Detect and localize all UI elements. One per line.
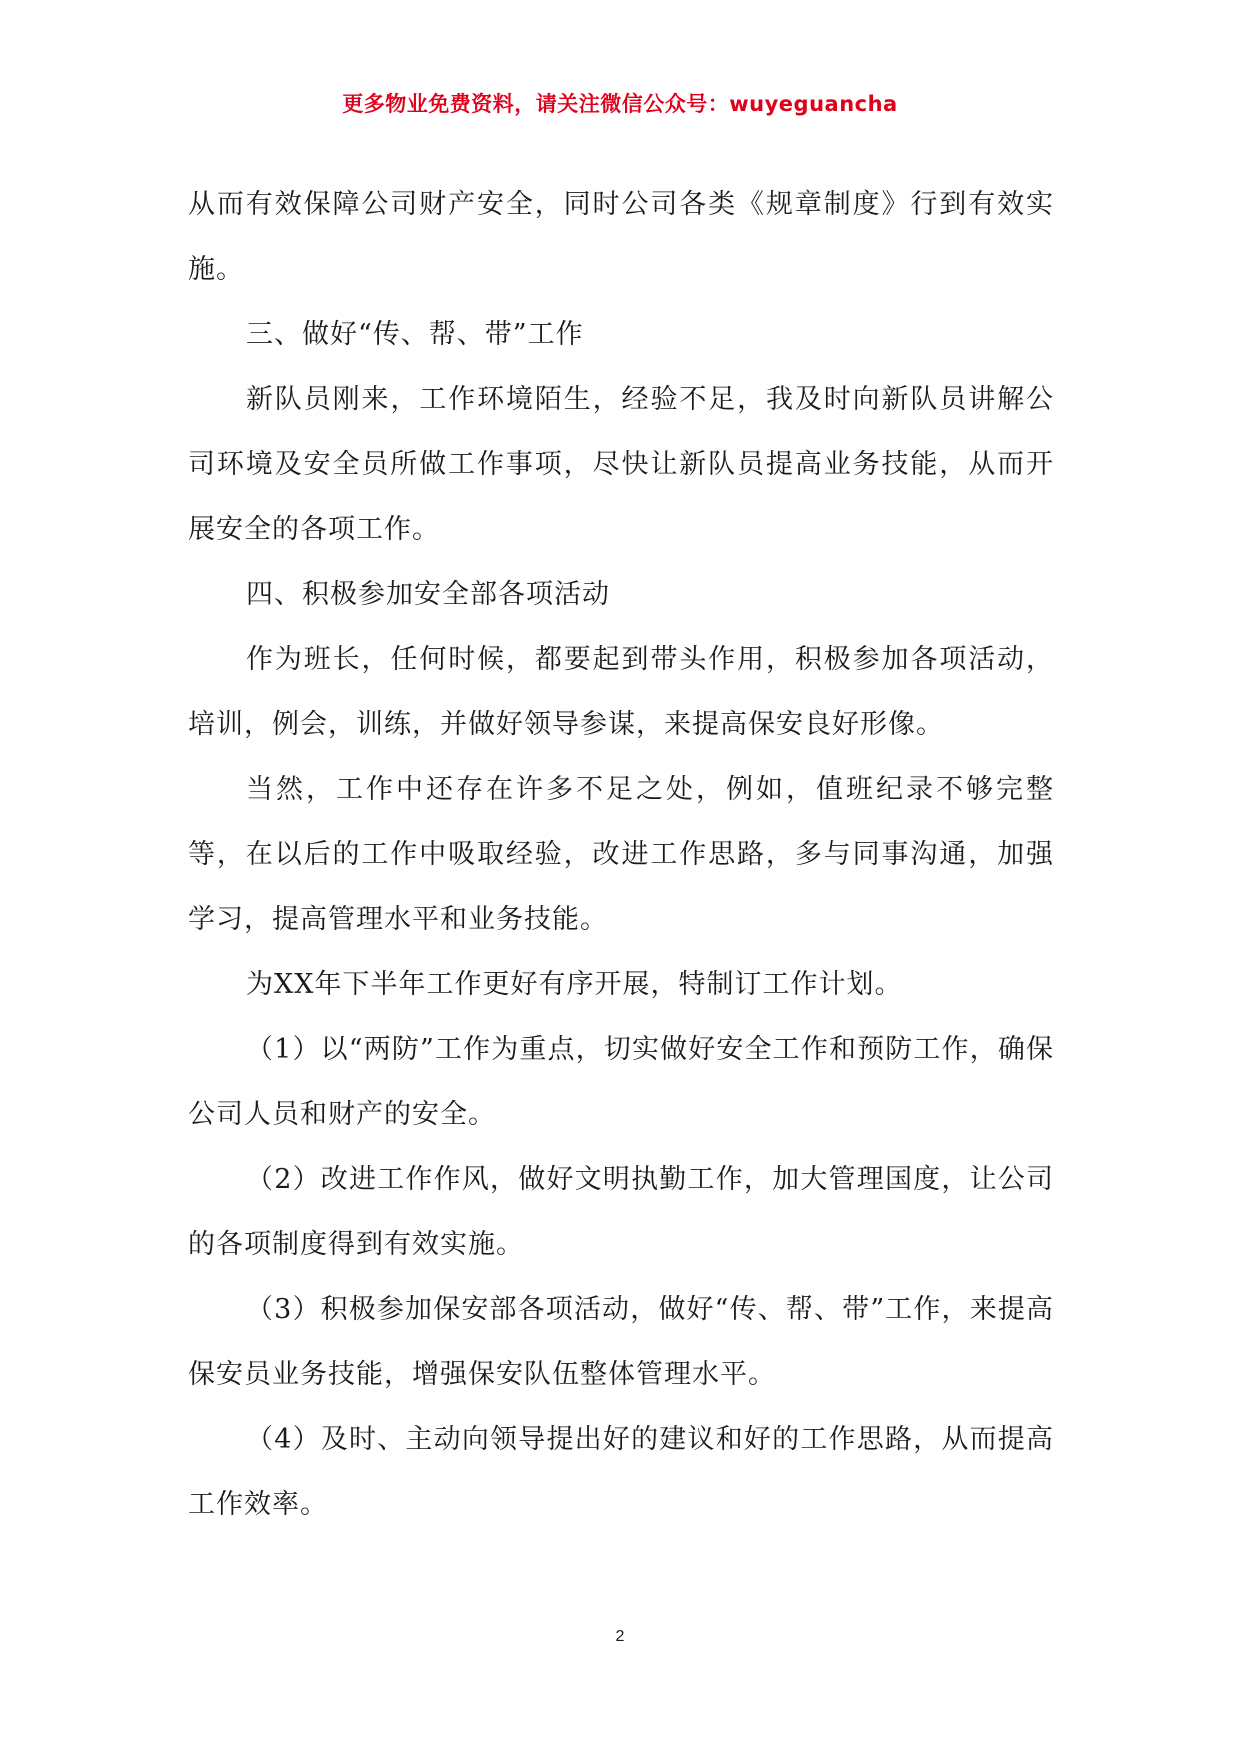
plan-item-4: （4）及时、主动向领导提出好的建议和好的工作思路，从而提高工作效率。: [188, 1424, 1054, 1520]
document-body: [188, 172, 1054, 1537]
plan-item-3: （3）积极参加保安部各项活动，做好“传、帮、带”工作，来提高保安员业务技能，增强保安队伍整体管理水平。: [188, 1294, 1054, 1390]
section-heading-3: 三、做好“传、帮、带”工作: [246, 319, 584, 350]
promo-header: 更多物业免费资料，请关注微信公众号：wuyeguancha: [342, 92, 898, 116]
section-heading-4: 四、积极参加安全部各项活动: [246, 579, 610, 610]
paragraph-activities: 作为班长，任何时候，都要起到带头作用，积极参加各项活动，培训，例会，训练，并做好领导参谋，来提高保安良好形像。: [188, 644, 1054, 740]
plan-item-1: （1）以“两防”工作为重点，切实做好安全工作和预防工作，确保公司人员和财产的安全。: [188, 1034, 1054, 1130]
plan-item-2: （2）改进工作作风，做好文明执勤工作，加大管理国度，让公司的各项制度得到有效实施。: [188, 1164, 1054, 1260]
paragraph-mentoring: 新队员刚来，工作环境陌生，经验不足，我及时向新队员讲解公司环境及安全员所做工作事项，尽快让新队员提高业务技能，从而开展安全的各项工作。: [188, 384, 1054, 545]
page-number: 2: [615, 1628, 625, 1645]
paragraph-plan-intro: 为XX年下半年工作更好有序开展，特制订工作计划。: [246, 969, 903, 1000]
paragraph-shortcomings: 当然，工作中还存在许多不足之处，例如，值班纪录不够完整等，在以后的工作中吸取经验，改进工作思路，多与同事沟通，加强学习，提高管理水平和业务技能。: [188, 774, 1054, 935]
paragraph-continuation: 从而有效保障公司财产安全，同时公司各类《规章制度》行到有效实施。: [188, 189, 1054, 285]
